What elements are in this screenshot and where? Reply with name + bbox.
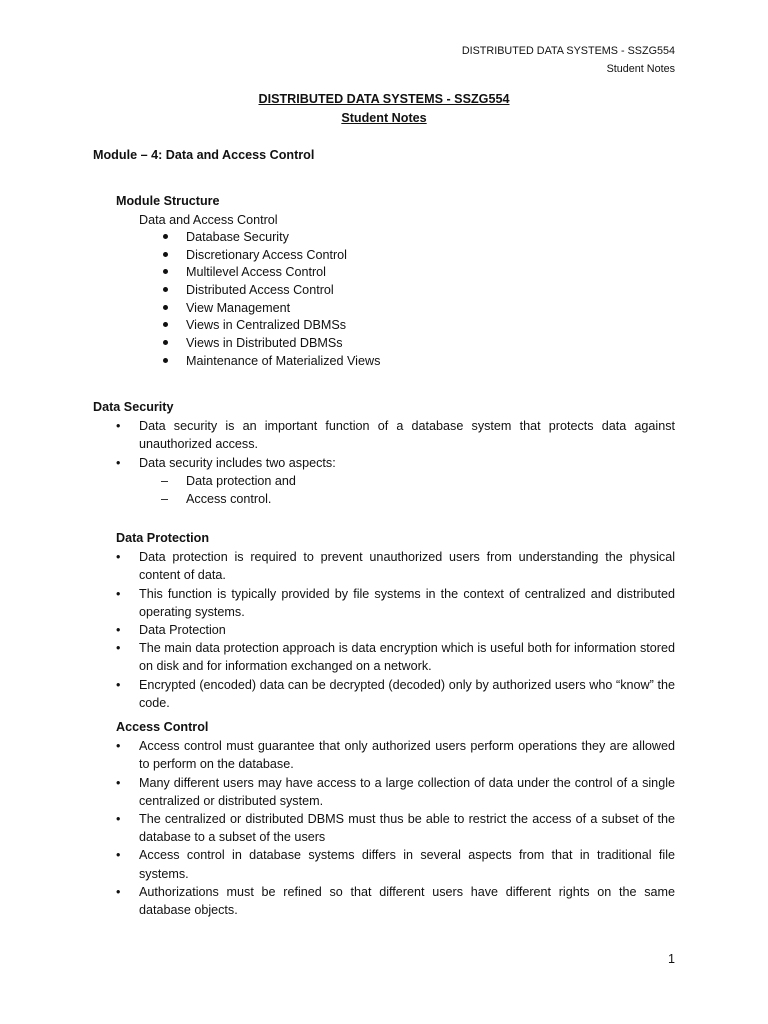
list-item	[93, 737, 675, 773]
list-item	[93, 774, 675, 810]
document-title-line1: DISTRIBUTED DATA SYSTEMS - SSZG554	[258, 92, 510, 106]
list-item	[93, 639, 675, 675]
document-title	[0, 90, 768, 128]
list-item: View Management	[162, 299, 380, 317]
list-item	[93, 585, 675, 621]
list-item	[93, 490, 675, 508]
list-item	[93, 454, 675, 472]
list-item	[93, 846, 675, 882]
document-title-line2: Student Notes	[341, 111, 427, 125]
module-structure-list	[162, 228, 380, 370]
bullet-glyph: •	[116, 848, 121, 863]
data-protection-bullet: Data protection is required to prevent unauthorized users from understanding the physical content of data.	[139, 550, 675, 583]
bullet-glyph: •	[116, 884, 121, 899]
data-security-section	[93, 398, 675, 508]
bullet-glyph: •	[116, 550, 121, 565]
data-protection-bullet: Data Protection	[139, 623, 226, 638]
bullet-glyph: •	[116, 455, 121, 470]
bullet-glyph: •	[116, 419, 121, 434]
data-protection-bullet: The main data protection approach is data encryption which is useful both for information stored on disk and for information exchanged on a network.	[139, 641, 675, 674]
data-security-subitem: Access control.	[186, 492, 272, 507]
running-header	[462, 42, 675, 78]
list-item	[93, 883, 675, 919]
list-item: Views in Distributed DBMSs	[162, 334, 380, 352]
list-item: Discretionary Access Control	[162, 246, 380, 264]
bullet-glyph: •	[116, 739, 121, 754]
list-item: Multilevel Access Control	[162, 263, 380, 281]
bullet-glyph: •	[116, 641, 121, 656]
data-security-bullet: Data security includes two aspects:	[139, 455, 336, 470]
list-item	[93, 676, 675, 712]
list-item	[93, 472, 675, 490]
list-item	[93, 621, 675, 639]
list-item	[93, 548, 675, 584]
bullet-glyph: •	[116, 812, 121, 827]
page-number: 1	[667, 952, 675, 966]
bullet-glyph: •	[116, 623, 121, 638]
access-control-bullet: The centralized or distributed DBMS must thus be able to restrict the access of a subset of the database to a subset of the users	[139, 812, 675, 845]
bullet-glyph: •	[116, 775, 121, 790]
module-heading: Module – 4: Data and Access Control	[93, 148, 315, 162]
access-control-section	[93, 718, 675, 919]
module-structure-heading: Module Structure	[116, 194, 220, 208]
access-control-bullet: Access control in database systems differs in several aspects from that in traditional file systems.	[139, 848, 675, 881]
list-item: Distributed Access Control	[162, 281, 380, 299]
dash-glyph: –	[161, 473, 169, 488]
module-structure-subheading: Data and Access Control	[139, 213, 278, 227]
data-protection-heading: Data Protection	[116, 531, 210, 545]
data-security-subitem: Data protection and	[186, 473, 296, 488]
list-item: Database Security	[162, 228, 380, 246]
data-security-bullet: Data security is an important function of a database system that protects data against unauthorized access.	[139, 419, 675, 452]
bullet-glyph: •	[116, 586, 121, 601]
list-item	[93, 417, 675, 453]
running-header-subtitle: Student Notes	[606, 63, 675, 75]
access-control-bullet: Access control must guarantee that only authorized users perform operations they are allowed to perform on the database.	[139, 739, 675, 772]
access-control-bullet: Authorizations must be refined so that different users have different rights on the same database objects.	[139, 884, 675, 918]
bullet-glyph: •	[116, 677, 121, 692]
data-protection-bullet: This function is typically provided by file systems in the context of centralized and distributed operating systems.	[139, 586, 675, 619]
data-protection-section	[93, 529, 675, 712]
access-control-bullet: Many different users may have access to a large collection of data under the control of a single centralized or distributed system.	[139, 775, 675, 808]
data-security-heading: Data Security	[93, 400, 174, 414]
list-item	[93, 810, 675, 846]
dash-glyph: –	[161, 492, 169, 507]
running-header-title: DISTRIBUTED DATA SYSTEMS - SSZG554	[461, 45, 675, 57]
access-control-heading: Access Control	[116, 720, 209, 734]
list-item: Views in Centralized DBMSs	[162, 316, 380, 334]
data-protection-bullet: Encrypted (encoded) data can be decrypted (decoded) only by authorized users who “know” the code.	[139, 677, 675, 710]
list-item: Maintenance of Materialized Views	[162, 352, 380, 370]
